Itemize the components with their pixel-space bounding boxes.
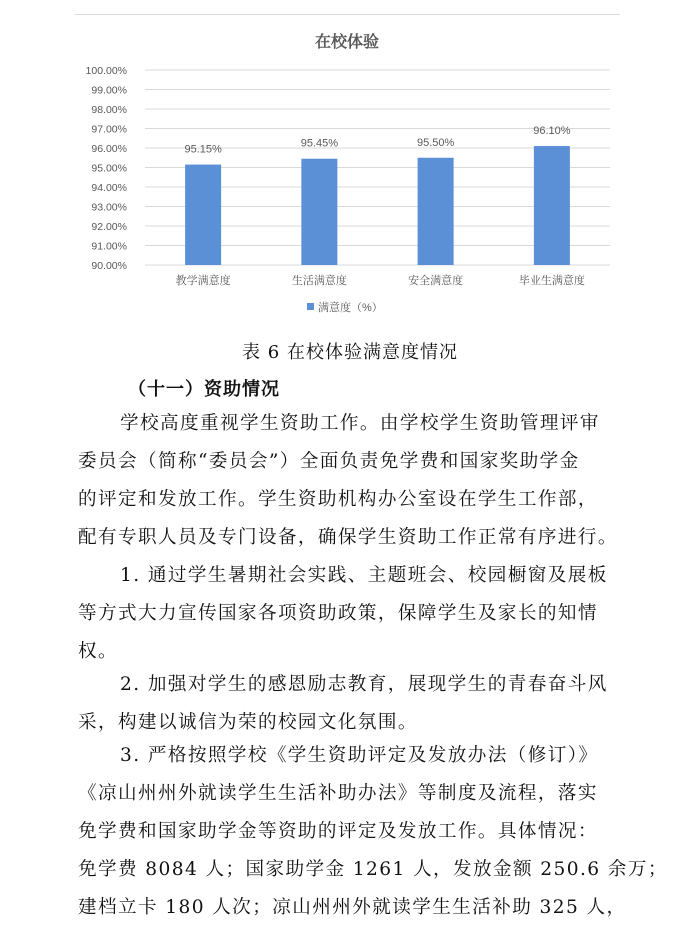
- y-tick-label: 96.00%: [91, 143, 127, 155]
- bar: [418, 158, 454, 265]
- text-line: 采，构建以诚信为荣的校园文化氛围。: [78, 712, 418, 733]
- x-tick-label: 毕业生满意度: [518, 275, 585, 287]
- paragraph-item-2: [78, 666, 630, 742]
- table-caption: 表 6 在校体验满意度情况: [242, 342, 458, 363]
- paragraph-item-3: [78, 737, 668, 927]
- legend-swatch: [307, 303, 314, 310]
- data-label: 95.45%: [300, 137, 339, 150]
- x-tick-label: 安全满意度: [408, 275, 464, 287]
- bar: [301, 159, 337, 265]
- y-tick-label: 93.00%: [91, 201, 127, 214]
- bar: [185, 165, 221, 265]
- text-line: 权。: [78, 641, 118, 662]
- legend-label: 满意度（%）: [318, 302, 383, 314]
- satisfaction-bar-chart: [75, 14, 620, 333]
- y-tick-label: 100.00%: [85, 65, 127, 77]
- paragraph-item-1: [78, 557, 630, 671]
- y-tick-label: 91.00%: [91, 240, 127, 253]
- x-axis-categories: [176, 273, 585, 287]
- y-tick-label: 95.00%: [91, 162, 127, 175]
- data-label: 96.10%: [533, 125, 571, 138]
- x-tick-label: 教学满意度: [175, 275, 231, 287]
- text-line: 《凉山州州外就读学生生活补助办法》等制度及流程，落实: [78, 783, 598, 804]
- text-line: 免学费 8084 人；国家助学金 1261 人，发放金额 250.6 余万；: [78, 859, 668, 880]
- y-tick-label: 92.00%: [91, 221, 127, 233]
- text-line: 2. 加强对学生的感恩励志教育，展现学生的青春奋斗风: [120, 674, 608, 695]
- section-heading: （十一）资助情况: [128, 379, 280, 400]
- data-labels: [184, 125, 570, 156]
- text-line: 1. 通过学生暑期社会实践、主题班会、校园橱窗及展板: [120, 565, 608, 586]
- y-axis-ticks: [86, 65, 127, 272]
- text-line: 委员会（简称“委员会”）全面负责免学费和国家奖助学金: [78, 451, 580, 472]
- text-line: 等方式大力宣传国家各项资助政策，保障学生及家长的知情: [78, 603, 598, 624]
- data-label: 95.50%: [416, 136, 455, 149]
- y-tick-label: 94.00%: [91, 182, 127, 194]
- chart-legend: [307, 300, 383, 314]
- x-tick-label: 生活满意度: [291, 275, 347, 287]
- paragraph-intro: [78, 405, 630, 557]
- bar: [534, 146, 570, 265]
- chart-title: 在校体验: [314, 34, 380, 51]
- y-tick-label: 90.00%: [91, 260, 127, 272]
- text-line: 学校高度重视学生资助工作。由学校学生资助管理评审: [120, 413, 600, 434]
- y-tick-label: 99.00%: [91, 84, 127, 97]
- text-line: 的评定和发放工作。学生资助机构办公室设在学生工作部，: [78, 489, 598, 510]
- y-tick-label: 97.00%: [91, 123, 127, 136]
- data-label: 95.15%: [184, 143, 222, 156]
- text-line: 免学费和国家助学金等资助的评定及发放工作。具体情况：: [78, 821, 598, 842]
- text-line: 建档立卡 180 人次；凉山州州外就读学生生活补助 325 人，: [78, 897, 627, 918]
- text-line: 3. 严格按照学校《学生资助评定及发放办法（修订）》: [120, 745, 599, 766]
- y-tick-label: 98.00%: [91, 104, 127, 116]
- text-line: 配有专职人员及专门设备，确保学生资助工作正常有序进行。: [78, 527, 618, 548]
